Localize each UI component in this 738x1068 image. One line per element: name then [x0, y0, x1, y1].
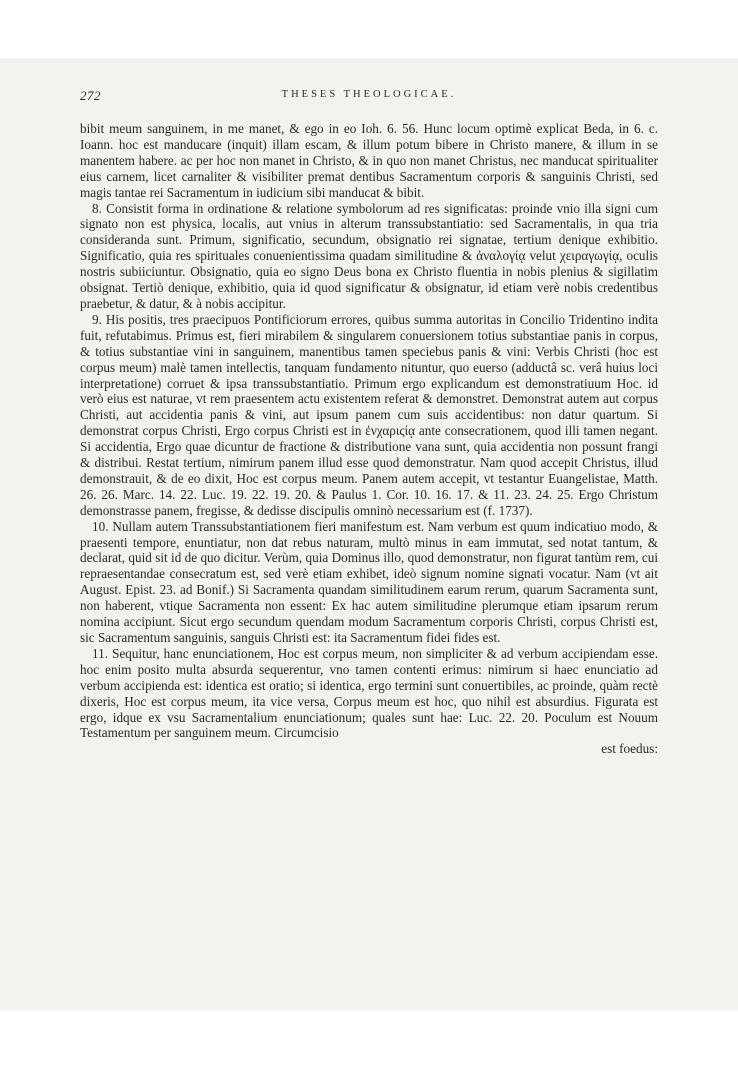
bottom-margin — [0, 1010, 738, 1068]
page-number: 272 — [80, 88, 101, 103]
paragraph-8: 8. Consistit forma in ordinatione & relatione symbolorum ad res significatas: proinde vnio illa signi cum signato non est physica, localis, aut vnius in alterum transsubstantiatio: sed Sacramentalis, in qua tria consideranda sunt. Primum, significatio, secundum, obsignatio rei signatae, tertium denique exhibitio. Significatio, quia res spirituales conuenientissima quadam similitudine & ἀναλογίᾳ velut χειραγωγίᾳ, oculis nostris subiiciuntur. Obsignatio, quia eo signo Deus bona ex Christo fluentia in nobis plenius & sigillatim obsignat. Tertiò denique, exhibitio, quia id quod significatur & obsignatur, id etiam verè nobis credentibus praebetur, & datur, & à nobis accipitur. — [80, 200, 658, 311]
book-page — [0, 58, 738, 1010]
paragraph-continuation: bibit meum sanguinem, in me manet, & ego in eo Ioh. 6. 56. Hunc locum optimè explicat Beda, in 6. c. Ioann. hoc est manducare (inquit) illam escam, & illum potum bibere in Christo manere, & illum in se manentem habere. ac per hoc non manet in Christo, & in quo non manet Christus, nec manducat spiritualiter eius carnem, licet carnaliter & visibiliter premat dentibus Sacramentum corporis & sanguinis Christi, sed magis tantae rei Sacramentum in iudicium sibi manducat & bibit. — [80, 121, 658, 200]
paragraph-11: 11. Sequitur, hanc enunciationem, Hoc est corpus meum, non simpliciter & ad verbum accipiendam esse. hoc enim posito multa absurda sequerentur, vno tamen contenti erimus: nimirum si haec enunciatio ad verbum accipienda est: identica est oratio; si identica, ergo termini sunt conuertibiles, ac proinde, quàm rectè dixeris, Hoc est corpus meum, ita vice versa, Corpus meum est hoc, quo nihil est absurdius. Figurata est ergo, idque ex vsu Sacramentalium enunciationum; quales sunt hae: Luc. 22. 20. Poculum est Nouum Testamentum per sanguinem meum. Circumcisio — [80, 645, 658, 741]
text-block — [80, 121, 658, 757]
running-head: THESES THEOLOGICAE. — [281, 89, 457, 100]
paragraph-10: 10. Nullam autem Transsubstantiationem fieri manifestum est. Nam verbum est quum indicatiuo modo, & praesenti tempore, enuntiatur, non dat rebus naturam, multò minus in eam immutat, sed notat tantum, & declarat, quid sit id de quo dicitur. Verùm, quia Dominus illo, quod demonstratur, non figurat tantùm rem, cui repraesentandae consecratum est, sed verè etiam exhibet, ideò signum nomine signati vocatur. Nam (vt ait August. Epist. 23. ad Bonif.) Si Sacramenta quandam similitudinem earum rerum, quarum Sacramenta sunt, non haberent, vtique Sacramenta non essent: Ex hac autem similitudine plerumque etiam ipsarum rerum nomina accipiunt. Sicut ergo secundum quendam modum Sacramentum corporis Christi, corpus Christi est, sic Sacramentum sanguinis, sanguis Christi est: ita Sacramentum fidei fides est. — [80, 518, 658, 645]
top-margin — [0, 0, 738, 58]
paragraph-9: 9. His positis, tres praecipuos Pontificiorum errores, quibus summa autoritas in Concilio Tridentino indita fuit, refutabimus. Primus est, fieri mirabilem & singularem conuersionem totius substantiae panis in corpus, & totius substantiae vini in sanguinem, manentibus tamen speciebus panis & vini: Verbis Christi (hoc est corpus meum) malè tamen intellectis, tanquam fundamento nituntur, quo euerso (adductâ sc. verâ huius loci interpretatione) corruet & ipsa transsubstantiatio. Primum ergo explicandum est demonstratiuum Hoc. id verò eius est naturae, vt rem praesentem actu existentem referat & demonstret. Demonstrat autem aut corpus Christi, aut accidentia panis & vini, aut ipsum panem cum suis accidentibus: non datur quartum. Si demonstrat corpus Christi, Ergo corpus Christi est in ἐνχαριςίᾳ ante consecrationem, quod illi tamen negant. Si accidentia, Ergo quae dicuntur de fractione & distributione vana sunt, quia accidentia non possunt frangi & distribui. Restat tertium, nimirum panem illud esse quod demonstratur. Nam quod accepit Christus, illud demonstrauit, & de eo dixit, Hoc est corpus meum. Panem autem accepit, vt testantur Euangelistae, Matth. 26. 26. Marc. 14. 22. Luc. 19. 22. 19. 20. & Paulus 1. Cor. 10. 16. 17. & 11. 23. 24. 25. Ergo Christum demonstrasse panem, fregisse, & dedisse discipulis omninò necessarium est (f. 1737). — [80, 311, 658, 518]
catchword: est foedus: — [601, 741, 658, 757]
page-header — [80, 88, 658, 108]
